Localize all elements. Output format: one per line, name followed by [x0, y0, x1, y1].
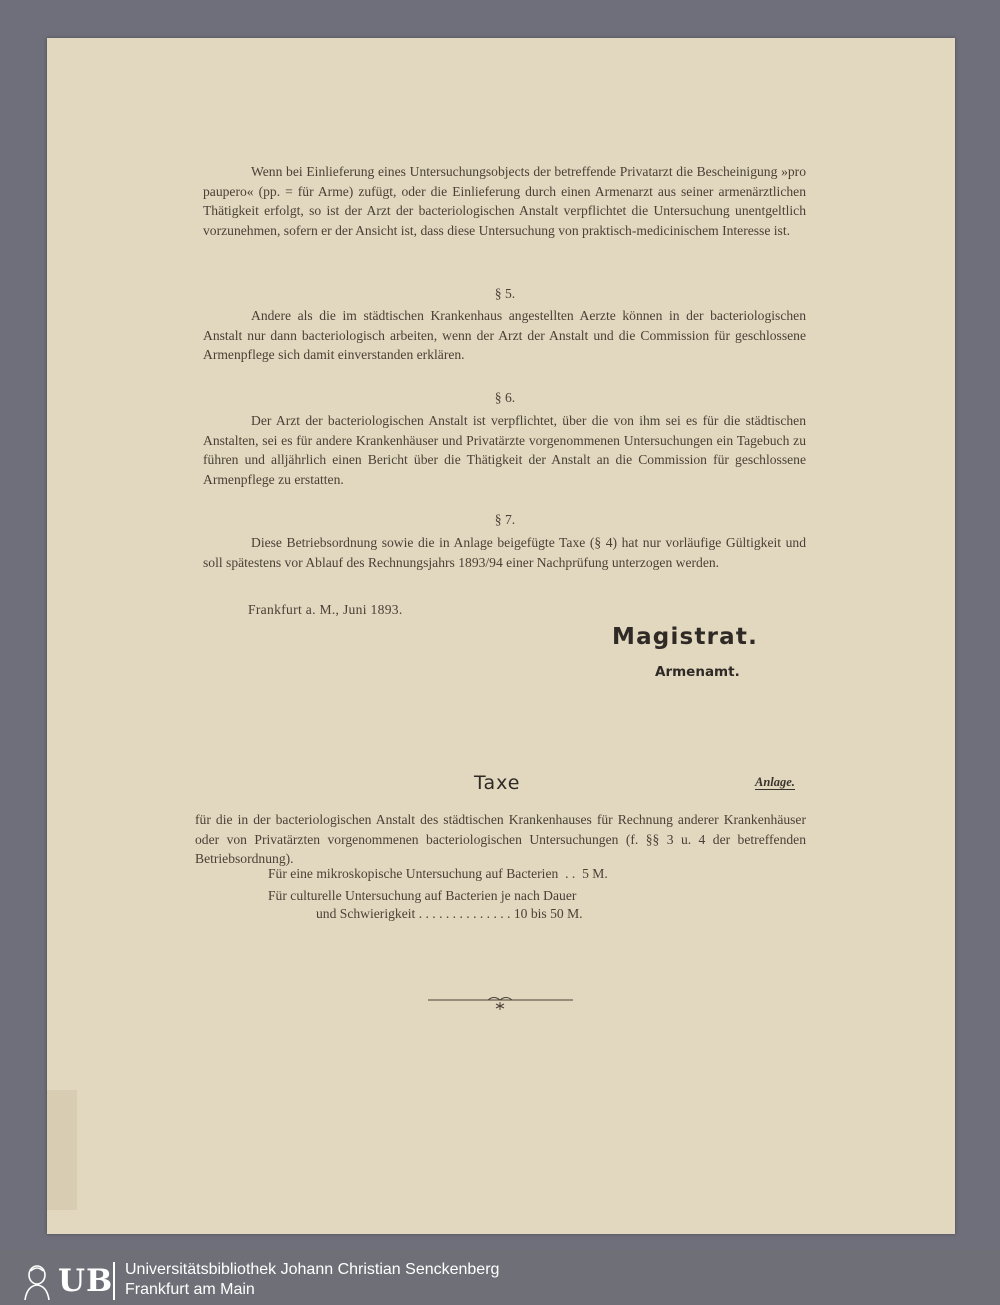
footer-institution: Universitätsbibliothek Johann Christian Senckenberg [125, 1261, 500, 1278]
section-7-text: Diese Betriebsordnung sowie die in Anlage beigefügte Taxe (§ 4) hat nur vorläufige Gültigkeit und soll spätestens vor Ablauf des Rechnungsjahrs 1893/94 einer Nachprüfung unterzogen werden. [203, 535, 806, 570]
fee-cultural-line2: und Schwierigkeit . . . . . . . . . . . . . . 10 bis 50 M. [316, 906, 583, 921]
section-6-heading: § 6. [494, 390, 516, 405]
footer-city: Frankfurt am Main [125, 1281, 255, 1298]
place-date: Frankfurt a. M., Juni 1893. [248, 602, 403, 617]
anlage-label: Anlage. [755, 775, 795, 789]
fee-cultural-line1: Für culturelle Untersuchung auf Bacterien je nach Dauer [268, 888, 577, 903]
portrait-logo-icon [22, 1262, 52, 1300]
signature-department: Armenamt. [655, 664, 740, 680]
fee-microscopic: Für eine mikroskopische Untersuchung auf Bacterien . . 5 M. [268, 866, 608, 881]
section-5-text: Andere als die im städtischen Krankenhaus angestellten Aerzte können in der bacteriologischen Anstalt nur dann bacteriologisch arbeiten, wenn der Arzt der Anstalt und die Commission für geschlossene Armenpflege sich damit einverstanden erklären. [203, 308, 806, 362]
logo-separator [113, 1262, 115, 1300]
ornament-divider-icon [428, 993, 573, 1013]
taxe-intro: für die in der bacteriologischen Anstalt des städtischen Krankenhauses für Rechnung anderer Krankenhäuser oder von Privatärzten vorgenommenen bacteriologischen Untersuchungen (f. §§ 3 u. 4 der betreffenden Betriebsordnung). [195, 812, 806, 866]
section-6-text: Der Arzt der bacteriologischen Anstalt ist verpflichtet, über die von ihm sei es für die städtischen Anstalten, sei es für andere Krankenhäuser und Privatärzte vorgenommenen Untersuchungen ein Tagebuch zu führen und alljährlich einen Bericht über die Thätigkeit der Anstalt an die Commission für geschlossene Armenpflege zu erstatten. [203, 413, 806, 487]
paper-torn-edge [47, 1090, 77, 1210]
section-7-heading: § 7. [494, 512, 516, 527]
ub-logo: UB [58, 1263, 114, 1299]
intro-paragraph: Wenn bei Einlieferung eines Untersuchungsobjects der betreffende Privatarzt die Bescheinigung »pro paupero« (pp. = für Arme) zufügt, oder die Einlieferung durch einen Armenarzt aus seiner armenärztlichen Thätigkeit erfolgt, so ist der Arzt der bacteriologischen Anstalt verpflichtet die Untersuchung unentgeltlich vorzunehmen, sofern er der Ansicht ist, dass diese Untersuchung von praktisch-medicinischem Interesse ist. [203, 164, 806, 238]
section-5-heading: § 5. [494, 286, 516, 301]
signature-title: Magistrat. [612, 624, 759, 650]
taxe-title: Taxe [474, 772, 521, 794]
